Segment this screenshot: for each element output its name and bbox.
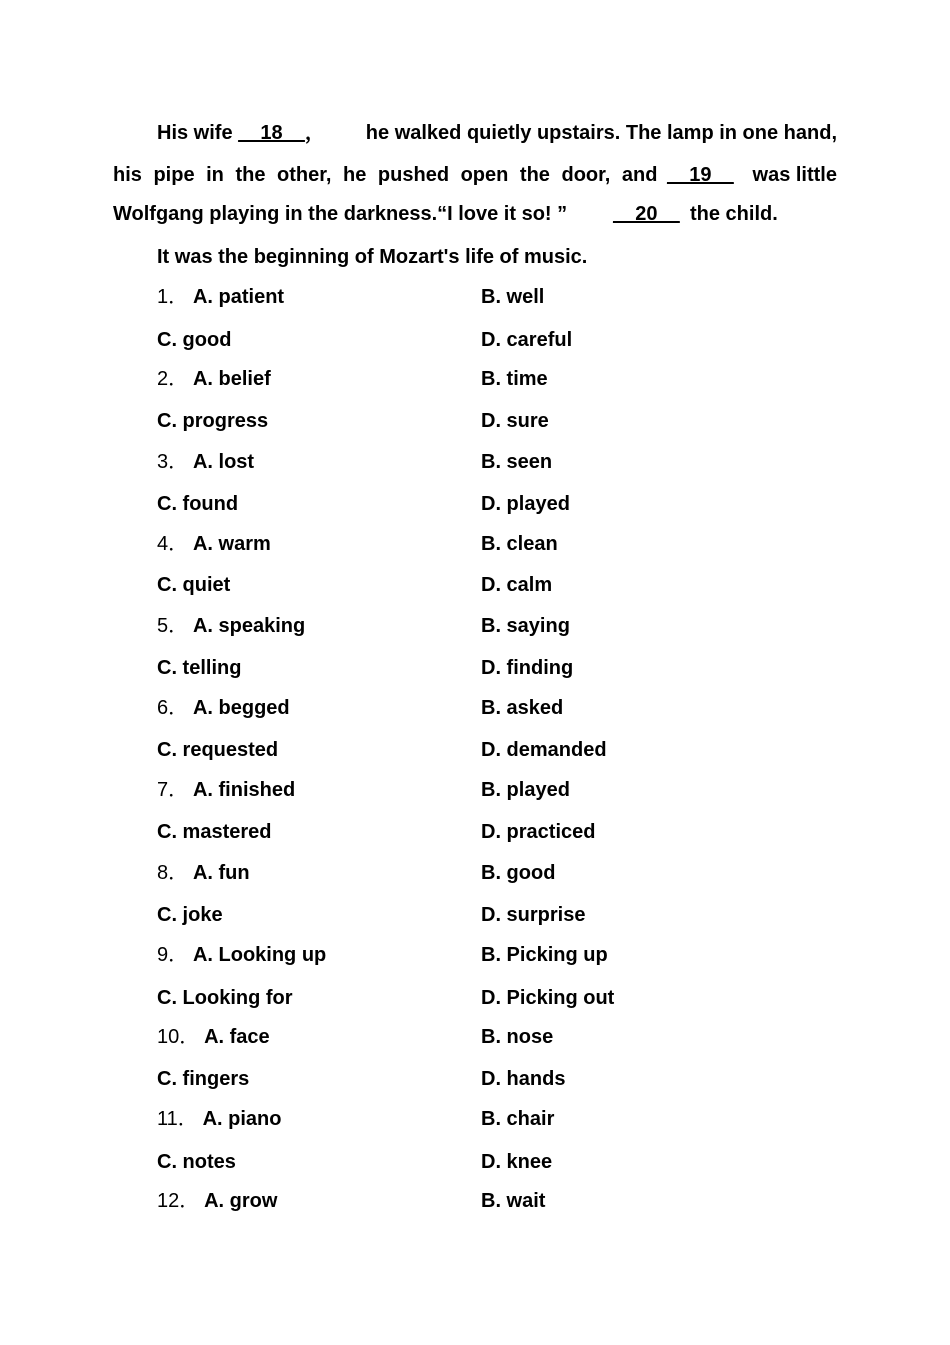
blank-20: __20__ — [613, 203, 680, 225]
option-b: B. time — [481, 368, 548, 390]
option-d: D. surprise — [481, 904, 586, 926]
passage-line-1-rest: he walked quietly upstairs. The lamp in one hand, — [365, 122, 837, 144]
question-10 — [157, 1027, 270, 1047]
question-11 — [157, 1109, 281, 1129]
question-number: 10． — [157, 1026, 200, 1048]
option-b: B. clean — [481, 533, 558, 555]
option-b: B. Picking up — [481, 944, 608, 966]
question-2 — [157, 369, 271, 389]
option-d: D. knee — [481, 1151, 553, 1173]
question-number: 7． — [157, 779, 189, 801]
option-d: D. hands — [481, 1068, 566, 1090]
option-b: B. well — [481, 286, 545, 308]
option-b: B. saying — [481, 615, 570, 637]
option-d: D. finding — [481, 657, 574, 679]
question-8 — [157, 863, 250, 883]
passage-line-1 — [157, 123, 837, 143]
question-number: 8． — [157, 862, 189, 884]
option-c: C. progress — [157, 410, 269, 432]
option-d: D. Picking out — [481, 987, 615, 1009]
option-b: B. good — [481, 862, 556, 884]
option-b: B. chair — [481, 1108, 555, 1130]
blank-19: __19__ — [667, 164, 734, 186]
option-d: D. careful — [481, 329, 573, 351]
question-12 — [157, 1191, 277, 1211]
question-5 — [157, 616, 305, 636]
question-number: 4． — [157, 533, 189, 555]
option-c: C. joke — [157, 904, 223, 926]
passage-line-3-rest: the child. — [690, 203, 778, 225]
question-number: 11． — [157, 1108, 198, 1130]
question-3 — [157, 452, 254, 472]
blank-18: __18__ — [238, 122, 305, 144]
question-9 — [157, 945, 326, 965]
question-number: 6． — [157, 697, 189, 719]
passage-line-3 — [113, 204, 837, 224]
option-c: C. good — [157, 329, 232, 351]
option-d: D. played — [481, 493, 570, 515]
option-a: A. begged — [192, 697, 290, 719]
option-b: B. asked — [481, 697, 564, 719]
question-number: 1． — [157, 286, 189, 308]
option-c: C. requested — [157, 739, 279, 761]
option-c: C. found — [157, 493, 239, 515]
option-d: D. practiced — [481, 821, 596, 843]
option-b: B. played — [481, 779, 570, 801]
option-c: C. telling — [157, 657, 242, 679]
passage-line-4: It was the beginning of Mozart's life of music. — [157, 246, 588, 268]
passage-line-2 — [113, 165, 837, 185]
question-7 — [157, 780, 295, 800]
option-a: A. fun — [192, 862, 250, 884]
option-d: D. calm — [481, 574, 553, 596]
passage-line-1-prefix: His wife — [157, 122, 239, 144]
question-6 — [157, 698, 290, 718]
option-c: C. Looking for — [157, 987, 293, 1009]
option-a: A. belief — [192, 368, 271, 390]
passage-line-1-punct: ， — [304, 122, 325, 144]
option-b: B. wait — [481, 1190, 546, 1212]
option-b: B. seen — [481, 451, 553, 473]
option-a: A. lost — [192, 451, 255, 473]
question-1 — [157, 287, 284, 307]
passage-line-3-text: Wolfgang playing in the darkness.“I love it so! ” — [113, 203, 568, 225]
option-a: A. grow — [204, 1190, 278, 1212]
option-a: A. warm — [192, 533, 271, 555]
option-d: D. demanded — [481, 739, 607, 761]
option-c: C. quiet — [157, 574, 231, 596]
option-d: D. sure — [481, 410, 549, 432]
option-c: C. mastered — [157, 821, 272, 843]
option-a: A. patient — [192, 286, 285, 308]
question-number: 2． — [157, 368, 189, 390]
passage-line-2-text: his pipe in the other, he pushed open the door, and — [113, 164, 658, 186]
option-b: B. nose — [481, 1026, 554, 1048]
option-c: C. notes — [157, 1151, 236, 1173]
option-a: A. speaking — [192, 615, 306, 637]
option-a: A. face — [204, 1026, 270, 1048]
question-4 — [157, 534, 271, 554]
question-number: 3． — [157, 451, 189, 473]
question-number: 12． — [157, 1190, 200, 1212]
passage-line-2-rest: was little — [752, 164, 837, 186]
option-a: A. finished — [192, 779, 296, 801]
option-a: A. Looking up — [192, 944, 327, 966]
option-c: C. fingers — [157, 1068, 250, 1090]
question-number: 5． — [157, 615, 189, 637]
question-number: 9． — [157, 944, 189, 966]
option-a: A. piano — [202, 1108, 282, 1130]
